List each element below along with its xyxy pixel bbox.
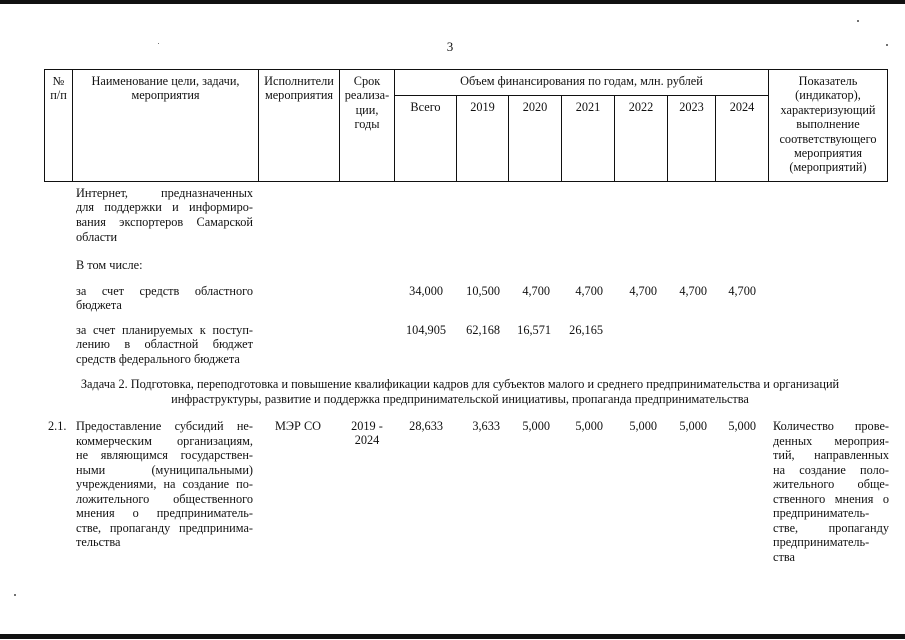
header-funding: Объем финансирования по годам, млн. рублей [460, 74, 703, 88]
scan-speck [14, 594, 16, 596]
header-year-2024: 2024 [729, 100, 755, 114]
in-total-label: В том числе: [76, 258, 143, 272]
header-name: Наименование цели, задачи, мероприятия [91, 74, 240, 103]
regional-2021: 4,700 [575, 284, 603, 298]
item-2-1-2021: 5,000 [575, 419, 603, 433]
federal-2020: 16,571 [517, 323, 551, 337]
funding-subheader-line [394, 95, 768, 96]
regional-label-line: за счет средств областного [76, 284, 253, 298]
header-total: Всего [410, 100, 441, 114]
item-2-1-indicator-line: Количество прове- [773, 419, 889, 433]
federal-label-line: за счет планируемых к поступ- [76, 323, 253, 337]
item-2-1-2020: 5,000 [522, 419, 550, 433]
header-indicator: Показатель (индикатор), характеризующий выполнение соответствующего мероприятия (мероприятий) [779, 74, 877, 175]
header-top-line [44, 69, 888, 70]
header-year-2022: 2022 [628, 100, 654, 114]
regional-label-line: бюджета [76, 298, 122, 312]
header-year-2021: 2021 [575, 100, 601, 114]
header-bottom-line [44, 181, 888, 182]
continuation-line: для поддержки и информиро- [76, 200, 253, 214]
item-2-1-indicator-line: ства [773, 550, 795, 564]
page-number: 3 [446, 39, 454, 54]
item-2-1-name-line: стве, пропаганду предпринима- [76, 521, 253, 535]
item-2-1-total: 28,633 [409, 419, 443, 433]
federal-total: 104,905 [406, 323, 446, 337]
regional-2020: 4,700 [522, 284, 550, 298]
regional-2022: 4,700 [629, 284, 657, 298]
item-2-1-indicator-line: предприниматель- [773, 506, 870, 520]
federal-label-line: средств федерального бюджета [76, 352, 240, 366]
header-year-2019: 2019 [470, 100, 495, 114]
continuation-line: вания экспортеров Самарской [76, 215, 253, 229]
item-2-1-number: 2.1. [48, 419, 67, 433]
regional-2024: 4,700 [728, 284, 756, 298]
item-2-1-indicator-line: тий, направленных [773, 448, 889, 462]
regional-2019: 10,500 [466, 284, 500, 298]
top-border [0, 0, 905, 4]
col-border [887, 69, 888, 182]
item-2-1-indicator-line: жительного обще- [773, 477, 889, 491]
item-2-1-indicator-line: ственного мнения о [773, 492, 889, 506]
item-2-1-indicator-line: предприниматель- [773, 535, 870, 549]
header-year-2023: 2023 [679, 100, 704, 114]
header-year-2020: 2020 [522, 100, 548, 114]
scan-speck [886, 44, 888, 46]
item-2-1-name-line: ными (муниципальными) [76, 463, 253, 477]
table-header [44, 69, 888, 182]
continuation-line: области [76, 230, 118, 244]
item-2-1-name-line: тельства [76, 535, 121, 549]
item-2-1-2022: 5,000 [629, 419, 657, 433]
header-term: Срок реализа- ции, годы [344, 74, 390, 132]
federal-2019: 62,168 [466, 323, 500, 337]
federal-2021: 26,165 [569, 323, 603, 337]
task2-heading-line: инфраструктуры, развитие и поддержка предпринимательской инициативы, пропаганда предпринимательства [171, 392, 749, 406]
item-2-1-name-line: мнения о предприниматель- [76, 506, 253, 520]
item-2-1-name-line: Предоставление субсидий не- [76, 419, 253, 433]
regional-2023: 4,700 [679, 284, 707, 298]
header-executors: Исполнители мероприятия [264, 74, 334, 103]
header-number: № п/п [50, 74, 67, 103]
item-2-1-2019: 3,633 [472, 419, 500, 433]
scan-speck [158, 43, 159, 44]
federal-label-line: лению в областной бюджет [76, 337, 253, 351]
item-2-1-name-line: не являющимся государствен- [76, 448, 253, 462]
item-2-1-name-line: учреждениями, на создание по- [76, 477, 253, 491]
item-2-1-name-line: коммерческим организациям, [76, 434, 253, 448]
item-2-1-indicator-line: стве, пропаганду [773, 521, 889, 535]
bottom-border [0, 634, 905, 639]
item-2-1-executor: МЭР СО [275, 419, 322, 433]
item-2-1-2023: 5,000 [679, 419, 707, 433]
item-2-1-term: 2019 - 2024 [351, 419, 383, 448]
regional-total: 34,000 [409, 284, 443, 298]
task2-heading-line: Задача 2. Подготовка, переподготовка и повышение квалификации кадров для субъектов малого и среднего предпринимательства и организаций [80, 377, 840, 391]
item-2-1-name-line: ложительного общественного [76, 492, 253, 506]
continuation-line: Интернет, предназначенных [76, 186, 253, 200]
item-2-1-2024: 5,000 [728, 419, 756, 433]
item-2-1-indicator-line: на создание поло- [773, 463, 889, 477]
item-2-1-indicator-line: денных мероприя- [773, 434, 889, 448]
scan-speck [857, 20, 859, 22]
